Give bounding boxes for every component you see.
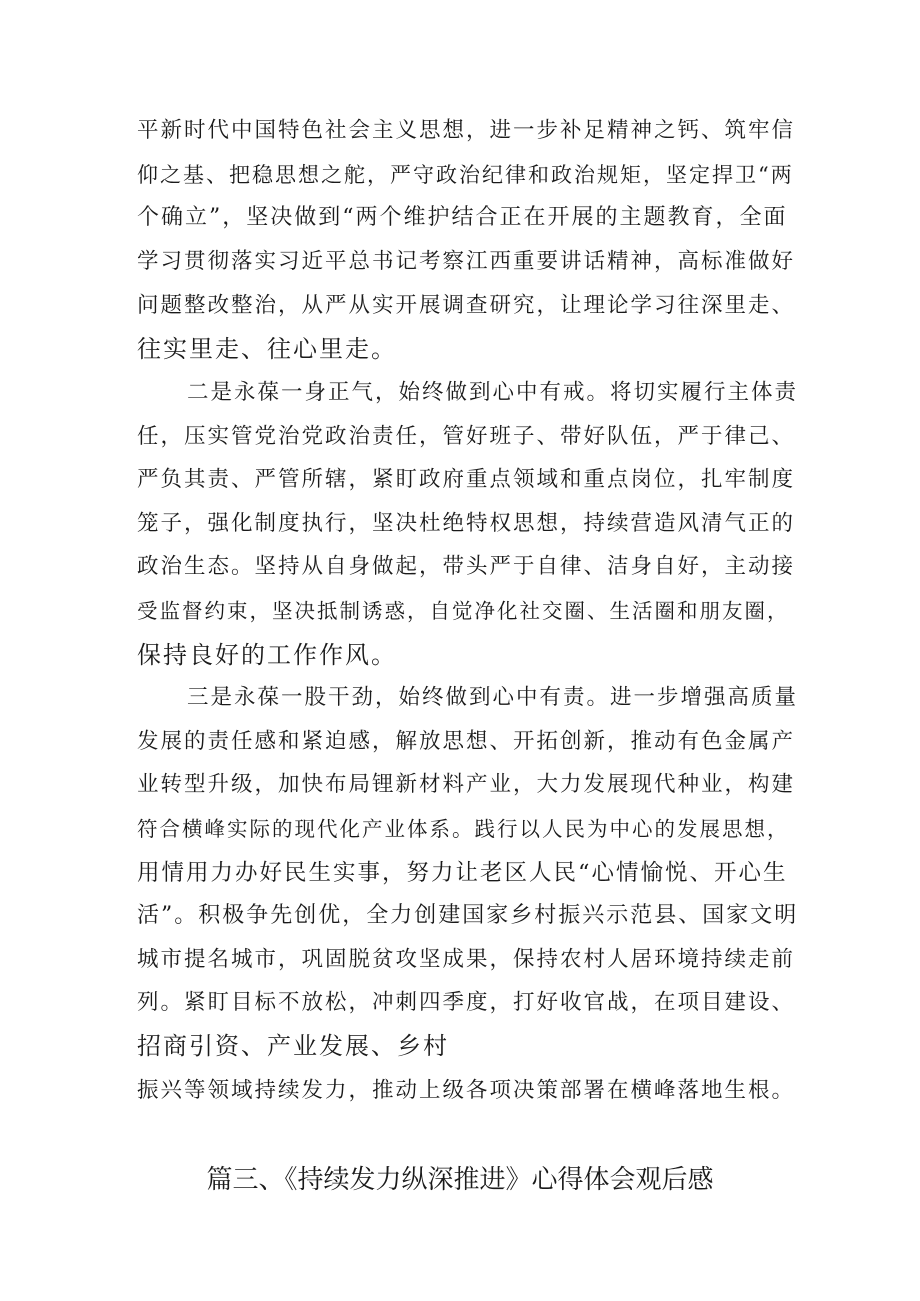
paragraph-line: 平新时代中国特色社会主义思想，进一步补足精神之钙、筑牢信: [137, 118, 796, 143]
paragraph-line: 活”。积极争先创优，全力创建国家乡村振兴示范县、国家文明: [137, 903, 799, 928]
paragraph-line: 任，压实管党治党政治责任，管好班子、带好队伍，严于律己、: [137, 424, 796, 449]
paragraph-line: 笼子，强化制度执行，坚决杜绝特权思想，持续营造风清气正的: [137, 511, 796, 536]
paragraph-line: 振兴等领域持续发力，推动上级各项决策部署在横峰落地生根。: [137, 1078, 796, 1103]
paragraph-line: 政治生态。坚持从自身做起，带头严于自律、洁身自好，主动接: [137, 554, 796, 579]
paragraph-line: 用情用力办好民生实事，努力让老区人民“心情愉悦、开心生: [137, 860, 788, 886]
section-heading: 篇三、《持续发力纵深推进》心得体会观后感: [206, 1165, 714, 1195]
paragraph-line: 往实里走、往心里走。: [137, 335, 397, 363]
paragraph-line: 列。紧盯目标不放松，冲刺四季度，打好收官战，在项目建设、: [137, 990, 796, 1015]
paragraph-line: 严负其责、严管所辖，紧盯政府重点领域和重点岗位，扎牢制度: [137, 467, 796, 492]
paragraph-line: 个确立”，坚决做到“两个维护结合正在开展的主题教育，全面: [137, 205, 788, 230]
paragraph-line: 二是永葆一身正气，始终做到心中有戒。将切实履行主体责: [187, 380, 799, 405]
paragraph-line: 符合横峰实际的现代化产业体系。践行以人民为中心的发展思想，: [137, 817, 790, 841]
paragraph-line: 城市提名城市，巩固脱贫攻坚成果，保持农村人居环境持续走前: [137, 947, 796, 972]
paragraph-line: 学习贯彻落实习近平总书记考察江西重要讲话精神，高标准做好: [137, 249, 796, 274]
paragraph-line: 三是永葆一股干劲，始终做到心中有责。进一步增强高质量: [187, 685, 799, 710]
paragraph-line: 仰之基、把稳思想之舵，严守政治纪律和政治规矩，坚定捍卫“两: [137, 163, 794, 187]
paragraph-line: 招商引资、产业发展、乡村: [137, 1032, 449, 1060]
paragraph-line: 发展的责任感和紧迫感，解放思想、开拓创新，推动有色金属产: [137, 729, 796, 754]
paragraph-line: 业转型升级，加快布局锂新材料产业，大力发展现代种业，构建: [137, 772, 796, 797]
paragraph-line: 保持良好的工作作风。: [137, 641, 397, 669]
paragraph-line: 问题整改整治，从严从实开展调查研究，让理论学习往深里走、: [137, 293, 796, 318]
paragraph-line: 受监督约束，坚决抵制诱惑，自觉净化社交圈、生活圈和朋友圈，: [137, 599, 790, 623]
